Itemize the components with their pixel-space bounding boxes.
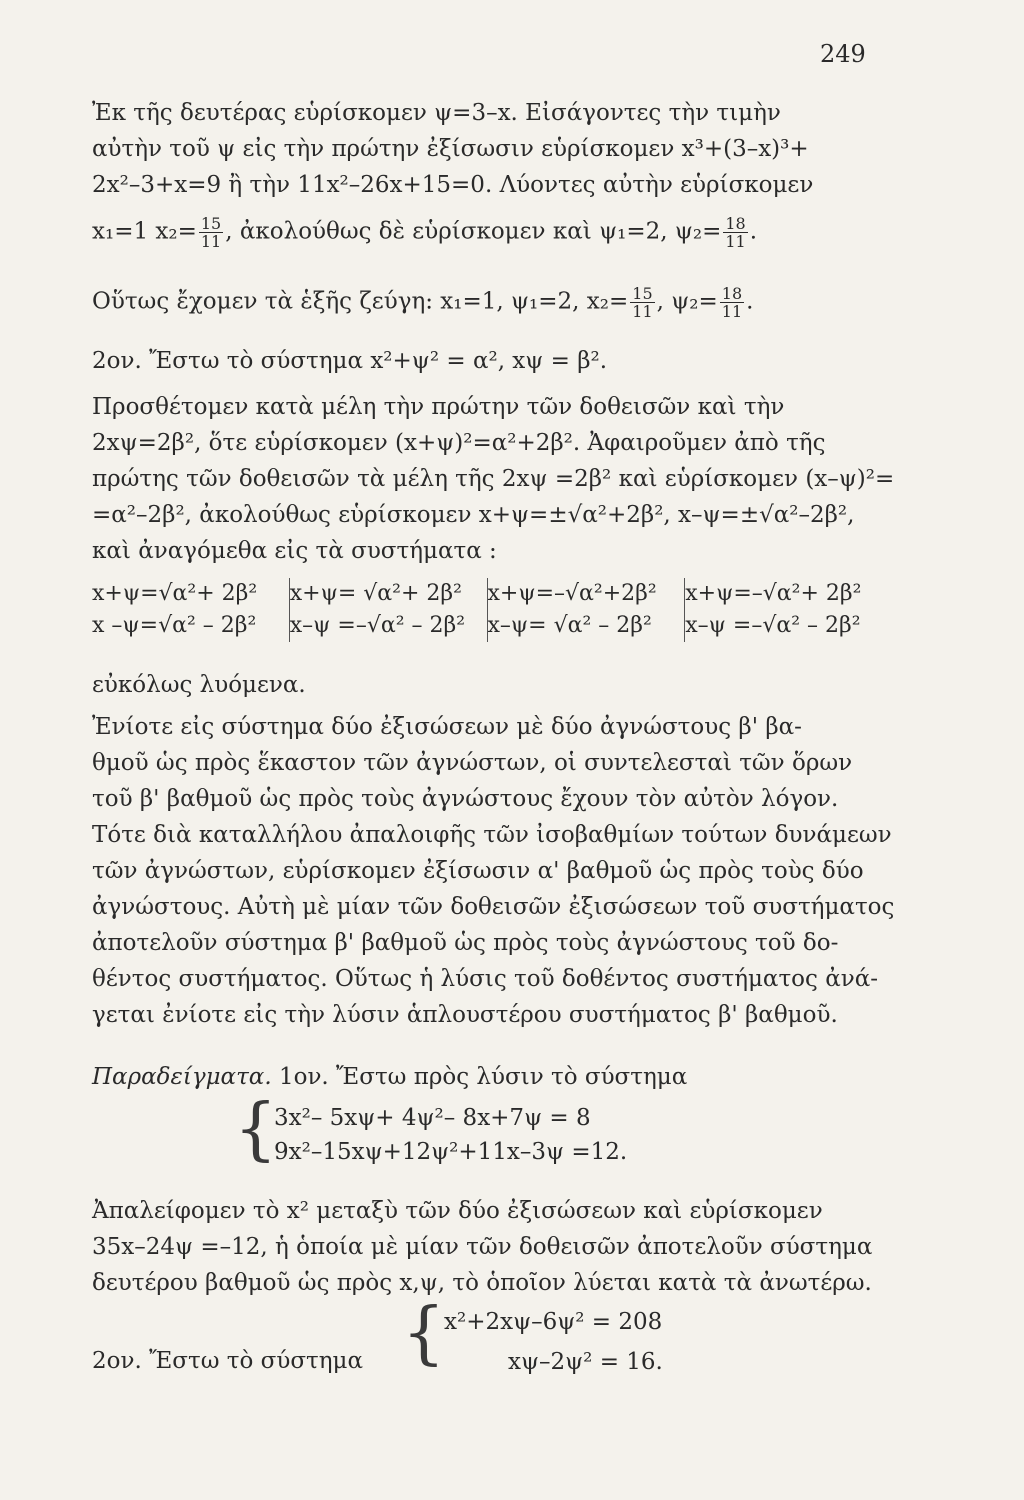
- system-cell-bottom: x–ψ =–√α² – 2β²: [685, 613, 861, 638]
- system1-eq2: 9x²–15xψ+12ψ²+11x–3ψ =12.: [274, 1139, 628, 1165]
- text-line: 2xψ=2β², ὅτε εὑρίσκομεν (x+ψ)²=α²+2β². Ἀφαιροῦμεν ἀπὸ τῆς: [92, 430, 826, 456]
- system1-eq1: 3x²– 5xψ+ 4ψ²– 8x+7ψ = 8: [274, 1105, 591, 1131]
- text-segment: Οὕτως ἔχομεν τὰ ἑξῆς ζεύγη: x₁=1, ψ₁=2, x₂=: [92, 288, 629, 315]
- system2-eq1: x²+2xψ–6ψ² = 208: [444, 1309, 663, 1335]
- text-line: =α²–2β², ἀκολούθως εὑρίσκομεν x+ψ=±√α²+2β², x–ψ=±√α²–2β²,: [92, 502, 855, 528]
- fraction: [723, 215, 747, 250]
- text-line: αὐτὴν τοῦ ψ εἰς τὴν πρώτην ἐξίσωσιν εὑρίσκομεν x³+(3–x)³+: [92, 136, 809, 162]
- text-line: καὶ ἀναγόμεθα εἰς τὰ συστήματα :: [92, 538, 497, 564]
- fraction-numerator: 15: [200, 214, 222, 233]
- system2-eq2: xψ–2ψ² = 16.: [508, 1349, 663, 1375]
- paragraph-line: Τότε διὰ καταλλήλου ἀπαλοιφῆς τῶν ἰσοβαθμίων τούτων δυνάμεων: [92, 822, 892, 848]
- left-brace: {: [402, 1294, 446, 1373]
- paragraph-line: γεται ἐνίοτε εἰς τὴν λύσιν ἁπλουστέρου συστήματος β' βαθμοῦ.: [92, 1002, 838, 1028]
- system-cell-top: x+ψ=–√α²+2β²: [488, 578, 686, 610]
- system-cell-top: x+ψ=–√α²+ 2β²: [685, 581, 862, 606]
- systems-grid: [92, 578, 882, 642]
- paragraph-line: τοῦ β' βαθμοῦ ὡς πρὸς τοὺς ἀγνώστους ἔχουν τὸν αὐτὸν λόγον.: [92, 786, 839, 812]
- fraction: [199, 215, 223, 250]
- text-line-with-fractions: x₁=1 x₂= $\frac{15}{11}$ , ἀκολούθως δὲ εὑρίσκομεν καὶ ψ₁=2, ψ₂= $\frac{18}{11}$ .: [92, 214, 758, 251]
- text-line: 35x–24ψ =–12, ἡ ὁποία μὲ μίαν τῶν δοθεισῶν ἀποτελοῦν σύστημα: [92, 1234, 873, 1260]
- text-segment: x₁=1 x₂=: [92, 218, 197, 245]
- text-line: Ἐκ τῆς δευτέρας εὑρίσκομεν ψ=3–x. Εἰσάγοντες τὴν τιμὴν: [92, 100, 781, 126]
- text-line: Προσθέτομεν κατὰ μέλη τὴν πρώτην τῶν δοθεισῶν καὶ τὴν: [92, 394, 785, 420]
- fraction-denominator: 11: [725, 232, 746, 251]
- text-line: εὐκόλως λυόμενα.: [92, 672, 306, 698]
- systems-grid-row: [92, 610, 882, 642]
- examples-line: [92, 1062, 882, 1092]
- text-segment: , ψ₂=: [656, 288, 718, 315]
- fraction-numerator: 15: [632, 284, 653, 303]
- paragraph-line: θέντος συστήματος. Οὕτως ἡ λύσις τοῦ δοθέντος συστήματος ἀνά-: [92, 966, 879, 992]
- paragraph-line: θμοῦ ὡς πρὸς ἕκαστον τῶν ἀγνώστων, οἱ συντελεσταὶ τῶν ὅρων: [92, 750, 853, 776]
- page-number: 249: [820, 40, 866, 68]
- fraction-denominator: 11: [200, 232, 222, 251]
- paragraph-line: ἀποτελοῦν σύστημα β' βαθμοῦ ὡς πρὸς τοὺς ἀγνώστους τοῦ δο-: [92, 930, 839, 956]
- fraction-denominator: 11: [721, 302, 743, 321]
- paragraph-line: ἀγνώστους. Αὐτὴ μὲ μίαν τῶν δοθεισῶν ἐξισώσεων τοῦ συστήματος: [92, 894, 895, 920]
- text-line: 2ον. Ἔστω τὸ σύστημα: [92, 1348, 364, 1374]
- paragraph-line: τῶν ἀγνώστων, εὑρίσκομεν ἐξίσωσιν α' βαθμοῦ ὡς πρὸς τοὺς δύο: [92, 858, 864, 884]
- text-line: 2ον. Ἔστω τὸ σύστημα x²+ψ² = α², xψ = β².: [92, 348, 608, 374]
- text-segment: 1ον. Ἔστω πρὸς λύσιν τὸ σύστημα: [278, 1064, 688, 1090]
- paragraph-line: Ἐνίοτε εἰς σύστημα δύο ἐξισώσεων μὲ δύο ἀγνώστους β' βα-: [92, 714, 802, 740]
- fraction: [720, 285, 744, 320]
- system-cell-bottom: x–ψ= √α² – 2β²: [488, 610, 686, 642]
- fraction-numerator: 18: [725, 214, 746, 233]
- system-cell-top: x+ψ=√α²+ 2β²: [92, 578, 290, 610]
- fraction-numerator: 18: [721, 284, 743, 303]
- fraction: [630, 285, 654, 320]
- examples-label: Παραδείγματα.: [92, 1064, 272, 1090]
- text-line-with-fractions: Οὕτως ἔχομεν τὰ ἑξῆς ζεύγη: x₁=1, ψ₁=2, x₂= $\frac{15}{11}$ , ψ₂= $\frac{18}{11}$ .: [92, 284, 754, 321]
- text-line: δευτέρου βαθμοῦ ὡς πρὸς x,ψ, τὸ ὁποῖον λύεται κατὰ τὰ ἀνωτέρω.: [92, 1270, 872, 1296]
- text-line: 2x²–3+x=9 ἢ τὴν 11x²–26x+15=0. Λύοντες αὐτὴν εὑρίσκομεν: [92, 172, 814, 198]
- text-line: πρώτης τῶν δοθεισῶν τὰ μέλη τῆς 2xψ =2β² καὶ εὑρίσκομεν (x–ψ)²=: [92, 466, 895, 492]
- system-cell-bottom: x–ψ =–√α² – 2β²: [290, 610, 488, 642]
- text-line: Ἀπαλείφομεν τὸ x² μεταξὺ τῶν δύο ἐξισώσεων καὶ εὑρίσκομεν: [92, 1198, 823, 1224]
- fraction-denominator: 11: [632, 302, 653, 321]
- system-cell-top: x+ψ= √α²+ 2β²: [290, 578, 488, 610]
- system-cell-bottom: x –ψ=√α² – 2β²: [92, 610, 290, 642]
- left-brace: {: [234, 1090, 278, 1169]
- text-segment: , ἀκολούθως δὲ εὑρίσκομεν καὶ ψ₁=2, ψ₂=: [225, 218, 722, 245]
- systems-grid-row: [92, 578, 882, 610]
